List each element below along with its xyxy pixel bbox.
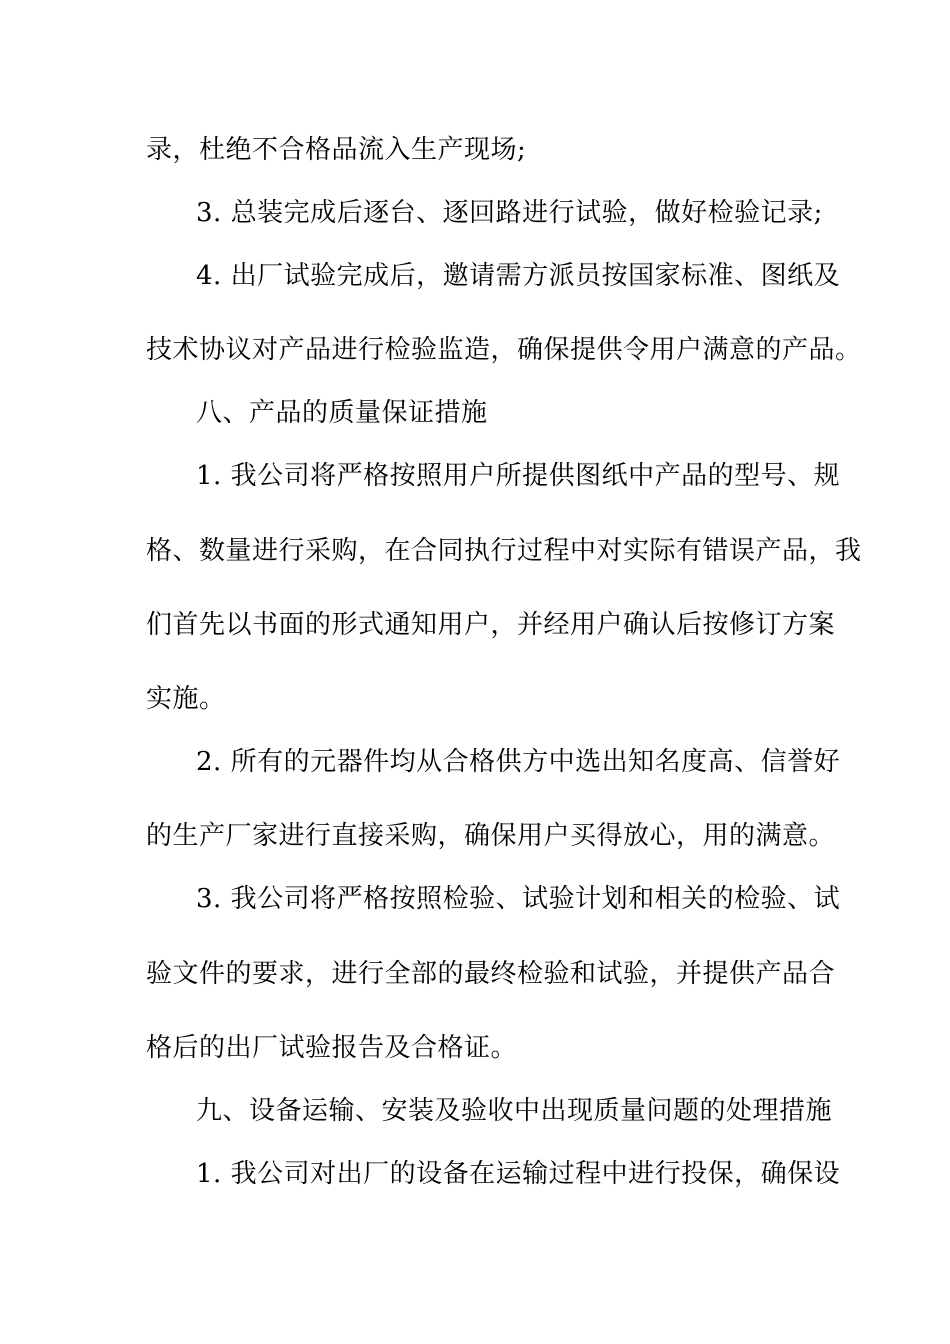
paragraph-line: 格后的出厂试验报告及合格证。: [146, 1033, 518, 1063]
list-item-line: 2. 所有的元器件均从合格供方中选出知名度高、信誉好: [196, 747, 841, 777]
paragraph-line: 格、数量进行采购，在合同执行过程中对实际有错误产品，我: [146, 536, 862, 566]
list-item-line: 1. 我公司将严格按照用户所提供图纸中产品的型号、规: [196, 461, 841, 491]
paragraph-line: 们首先以书面的形式通知用户，并经用户确认后按修订方案: [146, 610, 836, 640]
paragraph-line: 验文件的要求，进行全部的最终检验和试验，并提供产品合: [146, 959, 836, 989]
paragraph-line: 实施。: [146, 684, 226, 714]
section-heading: 八、产品的质量保证措施: [196, 398, 488, 428]
paragraph-line: 的生产厂家进行直接采购，确保用户买得放心，用的满意。: [146, 821, 836, 851]
list-item-line: 3. 总装完成后逐台、逐回路进行试验，做好检验记录;: [196, 198, 823, 228]
section-heading: 九、设备运输、安装及验收中出现质量问题的处理措施: [196, 1096, 833, 1126]
list-item-line: 3. 我公司将严格按照检验、试验计划和相关的检验、试: [196, 884, 841, 914]
list-item-line: 1. 我公司对出厂的设备在运输过程中进行投保，确保设: [196, 1159, 841, 1189]
paragraph-line: 录，杜绝不合格品流入生产现场;: [146, 135, 527, 165]
list-item-line: 4. 出厂试验完成后，邀请需方派员按国家标准、图纸及: [196, 261, 841, 291]
paragraph-line: 技术协议对产品进行检验监造，确保提供令用户满意的产品。: [146, 335, 862, 365]
